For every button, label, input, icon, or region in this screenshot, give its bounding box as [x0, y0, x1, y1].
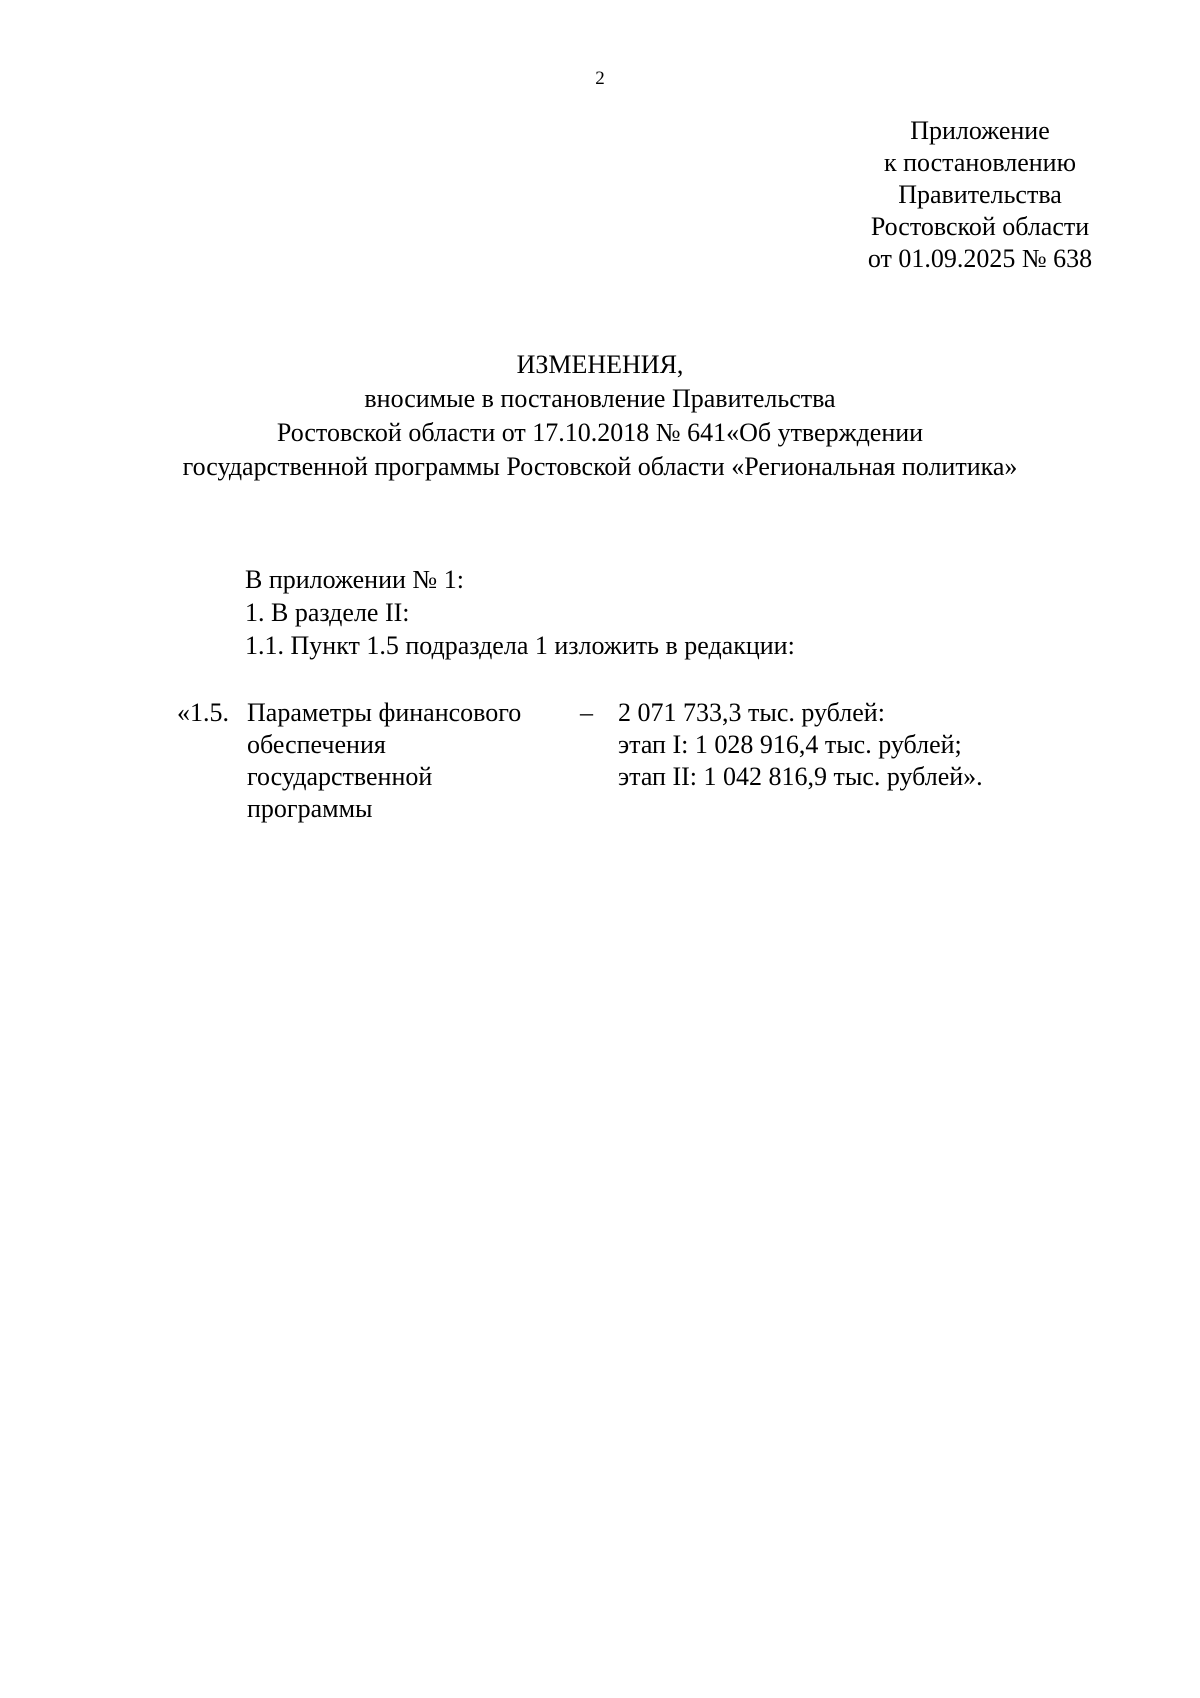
document-title [0, 348, 1200, 484]
title-line: Ростовской области от 17.10.2018 № 641«Об утверждении [276, 418, 924, 447]
instructions [245, 563, 795, 662]
instruction-line: 1.1. Пункт 1.5 подраздела 1 изложить в редакции: [245, 631, 795, 660]
parameter-number: «1.5. [177, 698, 229, 727]
title-line: вносимые в постановление Правительства [364, 384, 836, 413]
parameter-value-line: этап I: 1 028 916,4 тыс. рублей; [618, 730, 962, 759]
appendix-line: Ростовской области [870, 212, 1090, 241]
parameter-name-line: программы [247, 794, 373, 823]
appendix-line: Правительства [898, 180, 1062, 209]
page-number: 2 [595, 68, 605, 89]
parameter-name-line: обеспечения [247, 730, 386, 759]
appendix-line: Приложение [910, 116, 1050, 145]
appendix-line: к постановлению [883, 148, 1077, 177]
parameter-name-line: государственной [247, 762, 433, 791]
parameter-value-line: этап II: 1 042 816,9 тыс. рублей». [618, 762, 983, 791]
parameter-name [247, 697, 567, 825]
parameter-dash: – [580, 698, 593, 727]
appendix-reference [780, 115, 1180, 275]
parameter-name-line: Параметры финансового [247, 698, 522, 727]
instruction-line: В приложении № 1: [245, 565, 464, 594]
title-heading: ИЗМЕНЕНИЯ, [516, 350, 684, 379]
title-line: государственной программы Ростовской области «Региональная политика» [182, 452, 1018, 481]
appendix-line: от 01.09.2025 № 638 [867, 244, 1093, 273]
instruction-line: 1. В разделе II: [245, 598, 410, 627]
parameter-values [618, 697, 983, 793]
parameter-value-line: 2 071 733,3 тыс. рублей: [618, 698, 885, 727]
